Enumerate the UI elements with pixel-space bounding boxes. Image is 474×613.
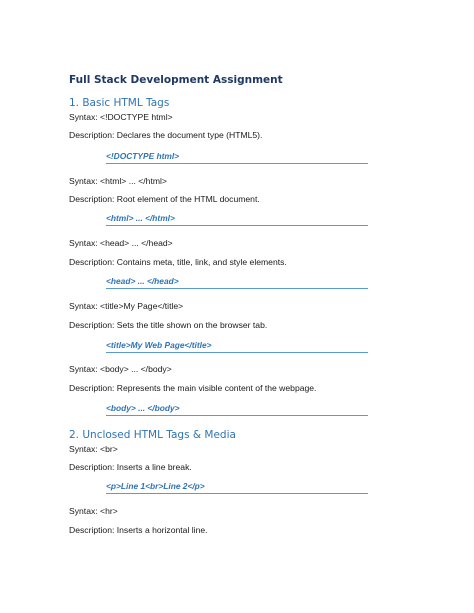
description-line: Description: Declares the document type (HTML5). bbox=[69, 130, 263, 140]
example-quote: <!DOCTYPE html> bbox=[106, 151, 368, 164]
description-line: Description: Represents the main visible content of the webpage. bbox=[69, 383, 317, 393]
example-quote: <body> ... </body> bbox=[106, 403, 368, 416]
syntax-line: Syntax: <hr> bbox=[69, 506, 118, 516]
syntax-line: Syntax: <title>My Page</title> bbox=[69, 301, 184, 311]
section-heading-unclosed-tags: 2. Unclosed HTML Tags & Media bbox=[69, 429, 236, 441]
document-title: Full Stack Development Assignment bbox=[69, 74, 283, 86]
description-line: Description: Inserts a line break. bbox=[69, 462, 192, 472]
syntax-line: Syntax: <!DOCTYPE html> bbox=[69, 112, 173, 122]
example-quote: <html> ... </html> bbox=[106, 213, 368, 226]
syntax-line: Syntax: <html> ... </html> bbox=[69, 176, 167, 186]
description-line: Description: Root element of the HTML document. bbox=[69, 194, 260, 204]
description-line: Description: Sets the title shown on the browser tab. bbox=[69, 320, 268, 330]
syntax-line: Syntax: <head> ... </head> bbox=[69, 238, 173, 248]
example-quote: <title>My Web Page</title> bbox=[106, 340, 368, 353]
syntax-line: Syntax: <br> bbox=[69, 444, 118, 454]
syntax-line: Syntax: <body> ... </body> bbox=[69, 364, 172, 374]
description-line: Description: Inserts a horizontal line. bbox=[69, 525, 208, 535]
description-line: Description: Contains meta, title, link, and style elements. bbox=[69, 257, 287, 267]
example-quote: <p>Line 1<br>Line 2</p> bbox=[106, 481, 368, 494]
section-heading-basic-html: 1. Basic HTML Tags bbox=[69, 97, 170, 109]
example-quote: <head> ... </head> bbox=[106, 276, 368, 289]
